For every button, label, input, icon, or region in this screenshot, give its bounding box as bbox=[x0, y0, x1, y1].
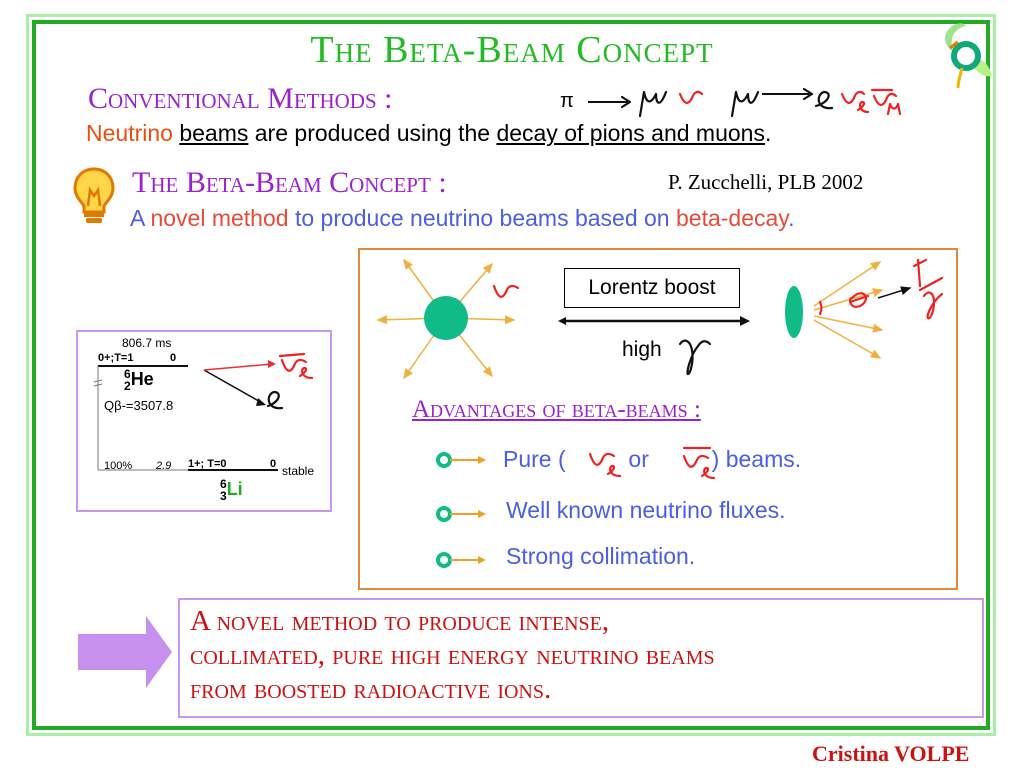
bullet-arrow-icon bbox=[434, 450, 490, 470]
stable-label: stable bbox=[282, 464, 315, 478]
nu-e-symbol-icon bbox=[586, 444, 630, 480]
branch-label: 100% bbox=[104, 460, 133, 472]
gamma-symbol-icon bbox=[676, 330, 716, 380]
pion-symbol: π bbox=[560, 90, 574, 112]
q-value-label: Qβ-=3507.8 bbox=[104, 398, 174, 413]
conventional-methods-heading: Conventional Methods : bbox=[88, 82, 393, 115]
conventional-sentence: Neutrino beams are produced using the decay of pions and muons. bbox=[86, 120, 772, 146]
pion-decay-chain bbox=[580, 80, 920, 124]
beta-beam-heading: The Beta-Beam Concept : bbox=[132, 166, 447, 199]
beta-beam-description: A novel method to produce neutrino beams based on beta-decay. bbox=[130, 205, 795, 231]
logft-label: 2.9 bbox=[156, 460, 172, 472]
advantage-pure-beams: Pure ( or ) beams. bbox=[503, 446, 802, 472]
level-top-label: 0+;T=1 bbox=[98, 352, 134, 364]
boost-arrow bbox=[556, 312, 752, 330]
collimated-emission-diagram bbox=[778, 256, 954, 368]
lorentz-boost-label: Lorentz boost bbox=[564, 268, 740, 308]
nu-symbol-icon bbox=[490, 278, 526, 306]
advantages-heading: Advantages of beta-beams : bbox=[412, 396, 701, 423]
level-bottom-label: 1+; T=0 bbox=[188, 458, 227, 470]
bullet-arrow-icon bbox=[434, 550, 490, 570]
advantage-known-fluxes: Well known neutrino fluxes. bbox=[506, 497, 786, 523]
author-name: Cristina VOLPE bbox=[812, 741, 970, 766]
daughter-nucleus: 6 3Li bbox=[220, 477, 243, 503]
isotropic-emission-diagram bbox=[374, 254, 524, 384]
antinu-e-symbol-icon bbox=[680, 442, 726, 480]
lightbulb-icon bbox=[72, 166, 116, 226]
advantage-collimation: Strong collimation. bbox=[506, 543, 696, 569]
level-top-energy: 0 bbox=[170, 352, 177, 364]
citation: P. Zucchelli, PLB 2002 bbox=[668, 170, 864, 194]
conclusion-arrow-icon bbox=[76, 614, 174, 690]
halflife-label: 806.7 ms bbox=[122, 336, 172, 350]
high-gamma-label: high bbox=[622, 338, 662, 361]
page-title: The Beta-Beam Concept bbox=[310, 29, 714, 71]
level-bottom-energy: 0 bbox=[270, 458, 277, 470]
parent-nucleus: 6 2He bbox=[124, 367, 154, 393]
conclusion-text: A novel method to produce intense, collimated, pure high energy neutrino beams from boosted radioactive ions. bbox=[190, 605, 715, 705]
bullet-arrow-icon bbox=[434, 504, 490, 524]
